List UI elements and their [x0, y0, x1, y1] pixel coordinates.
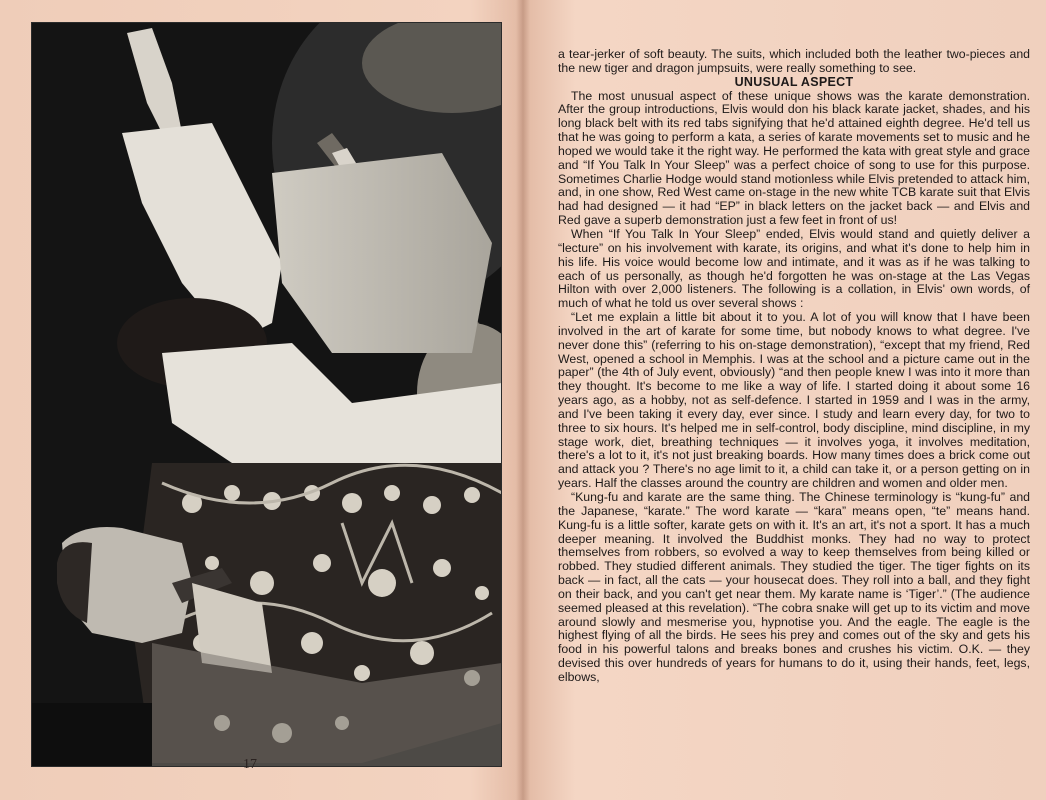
article-text — [558, 48, 1030, 685]
right-page — [530, 0, 1046, 800]
left-page — [0, 0, 522, 800]
page-gutter — [516, 0, 530, 800]
paragraph-continuation: a tear-jerker of soft beauty. The suits, which included both the leather two-pieces and the new tiger and dragon jumpsuits, were really something to see. — [558, 47, 1030, 75]
paragraph: The most unusual aspect of these unique shows was the karate demonstration. After the group introductions, Elvis would don his black karate jacket, shades, and his long black belt with its red tabs signifying that he'd attained eighth degree. He'd tell us that he was going to perform a kata, a series of karate movements set to music and he hoped we would take it the right way. He performed the kata with great style and grace and “If You Talk In Your Sleep” was a perfect choice of song to use for this purpose. Sometimes Charlie Hodge would stand motionless while Elvis pretended to attack him, and, in one show, Red West came on-stage in the new white TCB karate suit that Elvis had had designed — it had “EP” in black letters on the jacket back — and Elvis and Red gave a superb demonstration just a few feet in front of us! — [558, 88, 1030, 228]
concert-photograph — [31, 22, 502, 767]
paragraph: “Let me explain a little bit about it to you. A lot of you will know that I have been involved in the art of karate for some time, but nobody knows to what degree. I've never done this” (referring to his on-stage demonstration), “except that my friend, Red West, opened a school in Memphis. I was at the school and a picture came out in the paper” (the 4th of July event, obviously) “and then people knew I was into it more than they thought. It's become to me like a way of life. I started doing it about some 16 years ago, as a hobby, not as self-defence. I started in 1959 and I was in the army, and I've been taking it every day, ever since. I study and learn every day, for two to three to six hours. It's helped me in self-control, body discipline, mind discipline, in my stage work, diet, breathing techniques — it involves yoga, it involves meditation, there's a lot to it, it's not just breaking boards. How many times does a brick come out and attack you ? There's no age limit to it, a child can take it, or a person getting on in years. Half the classes around the country are children and women and older men. — [558, 310, 1030, 491]
paragraph: “Kung-fu and karate are the same thing. The Chinese terminology is “kung-fu” and the Japanese, “karate.” The word karate — “kara” means open, “te” means hand. Kung-fu is a little softer, karate gets on with it. It's an art, it's not a sport. It has a much deeper meaning. It involved the Buddhist monks. They had no way to protect themselves from robbers, so evolved a way to keep themselves from being killed or robbed. They studied different animals. They studied the tiger. The tiger fights on its back — in fact, all the cats — your housecat does. They roll into a ball, and they fight on their back, and you can't get near them. My karate name is ‘Tiger’.” (The audience seemed pleased at this revelation). “The cobra snake will get up to its victim and move around slowly and mesmerise you, hypnotise you. And the eagle. The eagle is the highest flying of all the birds. He sees his prey and comes out of the sky and gets his food in his powerful talons and breaks bones and crushes his victim. O.K. — they devised this over hundreds of years for humans to do it, using their hands, feet, legs, elbows, — [558, 490, 1030, 684]
paragraph: When “If You Talk In Your Sleep” ended, Elvis would stand and quietly deliver a “lecture” on his involvement with karate, its origins, and what it's done to help him in his life. His voice would become low and intimate, and it was as if he was talking to each of us personally, as though he'd forgotten he was on-stage at the Las Vegas Hilton with over 2,000 listeners. The following is a collation, in Elvis' own words, of much of what he told us over several shows : — [558, 226, 1030, 311]
section-heading: UNUSUAL ASPECT — [734, 74, 854, 89]
page-number: 17 — [243, 757, 257, 772]
